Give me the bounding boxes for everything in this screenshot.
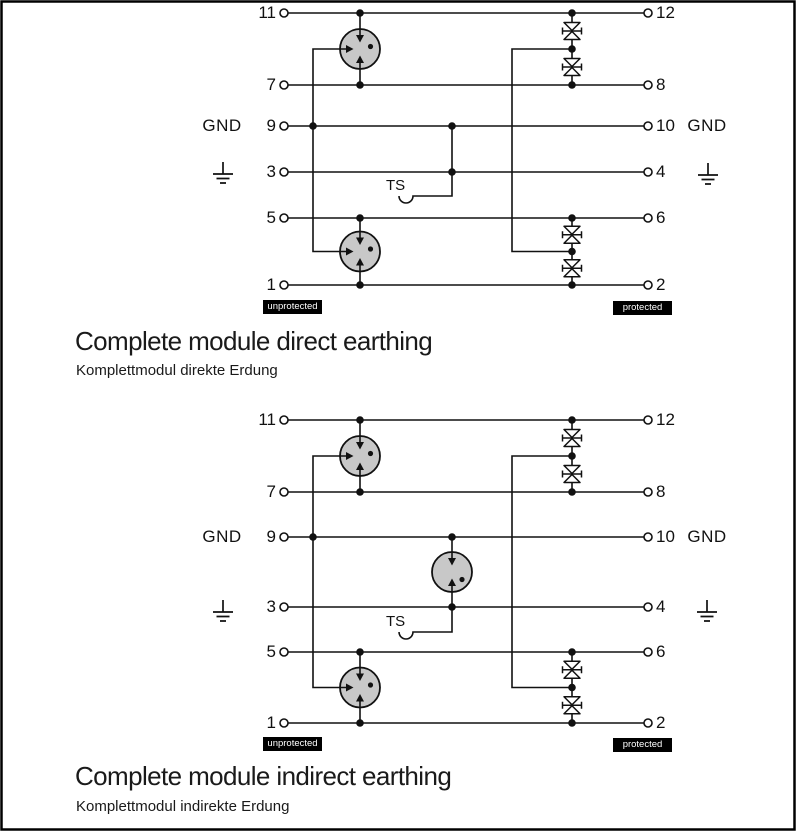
terminal-label: 2 [656, 275, 666, 294]
diagram-title: Complete module direct earthing [75, 326, 433, 356]
terminal-label: 3 [266, 162, 276, 181]
diagram-subtitle: Komplettmodul direkte Erdung [76, 362, 278, 379]
terminal-label: 6 [656, 208, 666, 227]
gas-discharge-tube-icon [340, 436, 380, 476]
terminal-label: 12 [656, 3, 675, 22]
terminal-label: 2 [656, 713, 666, 732]
terminal-label: 10 [656, 527, 675, 546]
ts-label: TS [386, 177, 406, 194]
unprotected-badge: unprotected [263, 737, 322, 751]
gas-discharge-tube-2electrode-icon [432, 552, 472, 592]
tvs-diode-icon [563, 226, 582, 243]
diagram-subtitle: Komplettmodul indirekte Erdung [76, 798, 290, 815]
terminal-label: 5 [266, 208, 276, 227]
tvs-diode-icon [563, 430, 582, 447]
gas-discharge-tube-icon [340, 232, 380, 272]
gas-discharge-tube-icon [340, 668, 380, 708]
gnd-label-left: GND [202, 116, 242, 135]
terminal-label: 9 [266, 527, 276, 546]
terminal-label: 4 [656, 597, 666, 616]
tvs-diode-icon [563, 59, 582, 76]
terminal-label: 7 [266, 75, 276, 94]
gnd-label-right: GND [687, 527, 727, 546]
protected-badge: protected [613, 301, 672, 315]
diagram-title: Complete module indirect earthing [75, 761, 452, 791]
tvs-diode-icon [563, 466, 582, 483]
terminal-label: 9 [266, 116, 276, 135]
terminal-label: 6 [656, 642, 666, 661]
terminal-label: 1 [266, 275, 276, 294]
terminal-label: 5 [266, 642, 276, 661]
terminal-label: 8 [656, 482, 666, 501]
terminal-label: 4 [656, 162, 666, 181]
gnd-label-right: GND [687, 116, 727, 135]
unprotected-badge: unprotected [263, 300, 322, 314]
terminal-label: 3 [266, 597, 276, 616]
ts-label: TS [386, 613, 406, 630]
gnd-label-left: GND [202, 527, 242, 546]
terminal-label: 1 [266, 713, 276, 732]
tvs-diode-icon [563, 260, 582, 277]
terminal-label: 11 [258, 3, 276, 22]
terminal-circles-direct [280, 9, 652, 289]
terminal-label: 10 [656, 116, 675, 135]
terminal-label: 11 [258, 410, 276, 429]
protected-badge: protected [613, 738, 672, 752]
tvs-diode-icon [563, 23, 582, 40]
terminal-label: 8 [656, 75, 666, 94]
gas-discharge-tube-icon [340, 29, 380, 69]
tvs-diode-icon [563, 661, 582, 678]
tvs-diode-icon [563, 697, 582, 714]
terminal-label: 12 [656, 410, 675, 429]
terminal-label: 7 [266, 482, 276, 501]
